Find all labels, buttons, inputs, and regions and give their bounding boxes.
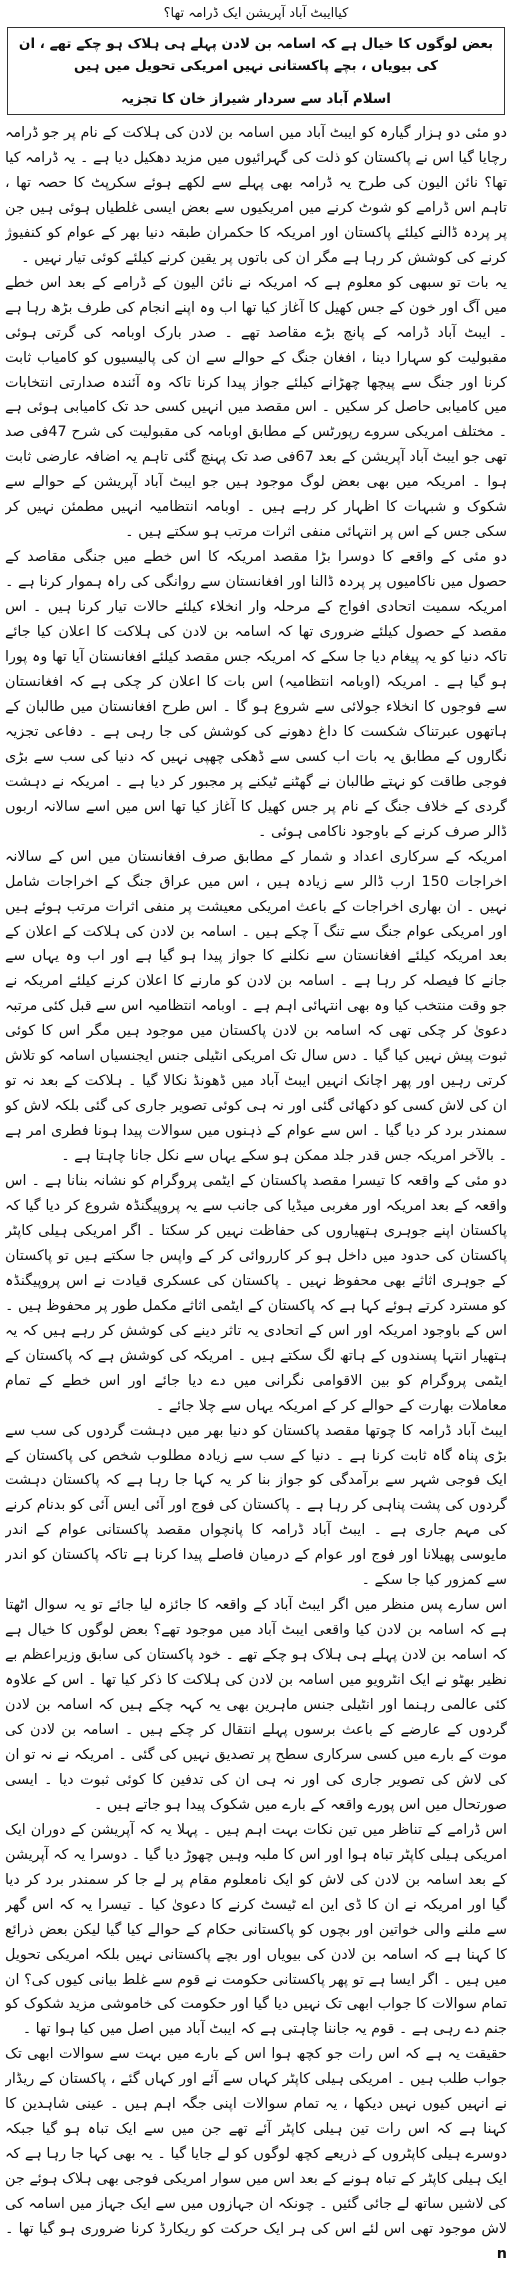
highlight-box [7,27,505,115]
article-paragraph: امریکہ کے سرکاری اعداد و شمار کے مطابق صرف افغانستان میں اس کے سالانہ اخراجات 150 ارب ڈالر سے زیادہ ہیں ، اس میں عراق جنگ کے اخراجات شامل نہیں ۔ ان بھاری اخراجات کے باعث امریکی معیشت پر منفی اثرات مرتب ہوئے ہیں اور امریکی عوام جنگ سے تنگ آ چکے ہیں ۔ اسامہ بن لادن کی ہلاکت کے اعلان کے بعد امریکہ کیلئے افغانستان سے نکلنے کا جواز پیدا ہو گیا ہے اور اب وہ یہاں سے جانے کا فیصلہ کر رہا ہے ۔ اسامہ بن لادن کو مارنے کا اعلان کرنے کیلئے امریکہ نے جو وقت منتخب کیا وہ بھی انتہائی اہم ہے ۔ اوبامہ انتظامیہ اس سے قبل کئی مرتبہ دعویٰ کر چکی تھی کہ اسامہ بن لادن پاکستان میں موجود ہیں مگر اس کا کوئی ثبوت پیش نہیں کیا گیا ۔ دس سال تک امریکی انٹیلی جنس ایجنسیاں اسامہ کو تلاش کرتی رہیں اور پھر اچانک انہیں ایبٹ آباد میں ڈھونڈ نکالا گیا ۔ ہلاکت کے بعد نہ تو ان کی لاش کسی کو دکھائی گئی اور نہ ہی کوئی تصویر جاری کی گئی بلکہ لاش کو سمندر برد کر دیا گیا ۔ اس سے عوام کے ذہنوں میں سوالات پیدا ہونا فطری امر ہے ۔ بالآخر امریکہ جس قدر جلد ممکن ہو سکے یہاں سے نکل جانا چاہتا ہے ۔ [5,848,507,1165]
article-paragraph: اس ڈرامے کے تناظر میں تین نکات بہت اہم ہیں ۔ پہلا یہ کہ آپریشن کے دوران ایک امریکی ہیلی کاپٹر تباہ ہوا اور اس کا ملبہ وہیں چھوڑ دیا گیا ۔ دوسرا یہ کہ آپریشن کے بعد اسامہ بن لادن کی لاش کو ایک نامعلوم مقام پر لے جا کر سمندر برد کر دیا گیا اور امریکہ نے ان کا ڈی این اے ٹیسٹ کرنے کا دعویٰ کیا ۔ تیسرا یہ کہ اس گھر سے ملنے والی خواتین اور بچوں کو پاکستانی حکام کے حوالے کیا گیا لیکن بعض ذرائع کا کہنا ہے کہ اسامہ بن لادن کی بیویاں اور بچے پاکستانی نہیں بلکہ امریکی تحویل میں ہیں ۔ اگر ایسا ہے تو پھر پاکستانی حکومت نے قوم سے غلط بیانی کیوں کی؟ ان تمام سوالات کا جواب ابھی تک نہیں دیا گیا اور حکومت کی خاموشی مزید شکوک کو جنم دے رہی ہے ۔ قوم یہ جاننا چاہتی ہے کہ ایبٹ آباد میں اصل میں کیا ہوا تھا ۔ [5,1821,507,2038]
article-body [5,121,507,2275]
article-paragraph: دو مئی کے واقعے کا دوسرا بڑا مقصد امریکہ کا اس خطے میں جنگی مقاصد کے حصول میں ناکامیوں پر پردہ ڈالنا اور افغانستان سے روانگی کی راہ ہموار کرنا ہے ۔ امریکہ سمیت اتحادی افواج کے مرحلہ وار انخلاء کیلئے حالات تیار کرنا ہیں ۔ اس مقصد کے حصول کیلئے ضروری تھا کہ اسامہ بن لادن کی ہلاکت کا اعلان کیا جائے تاکہ دنیا کو یہ پیغام دیا جا سکے کہ امریکہ جس مقصد کیلئے افغانستان آیا تھا وہ پورا ہو گیا ہے ۔ امریکہ (اوبامہ انتظامیہ) اس بات کا اعلان کر چکی ہے کہ افغانستان سے فوجوں کا انخلاء جولائی سے شروع ہو گا ۔ اس طرح افغانستان میں طالبان کے ہاتھوں عبرتناک شکست کا داغ دھونے کی کوشش کی جا رہی ہے ۔ دفاعی تجزیہ نگاروں کے مطابق یہ بات اب کسی سے ڈھکی چھپی نہیں کہ دنیا کی سب سے بڑی فوجی طاقت کو نہتے طالبان نے گھٹنے ٹیکنے پر مجبور کر دیا ہے ۔ امریکہ نے دہشت گردی کے خلاف جنگ کے نام پر جس کھیل کا آغاز کیا تھا اس میں اسے سالانہ اربوں ڈالر صرف کرنے کے باوجود ناکامی ہوئی ۔ [5,549,507,840]
article-paragraph: دو مئی کے واقعہ کا تیسرا مقصد پاکستان کے ایٹمی پروگرام کو نشانہ بنانا ہے ۔ اس واقعہ کے بعد امریکہ اور مغربی میڈیا کی جانب سے یہ پروپیگنڈہ شروع کر دیا گیا کہ پاکستان اپنے جوہری ہتھیاروں کی حفاظت نہیں کر سکتا ۔ اگر امریکی ہیلی کاپٹر پاکستان کی حدود میں داخل ہو کر کارروائی کر کے واپس جا سکتے ہیں تو پاکستان کے جوہری اثاثے بھی محفوظ نہیں ۔ پاکستان کی عسکری قیادت نے اس پروپیگنڈہ کو مسترد کرتے ہوئے کہا ہے کہ پاکستان کے ایٹمی اثاثے مکمل طور پر محفوظ ہیں ۔ اس کے باوجود امریکہ اور اس کے اتحادی یہ تاثر دینے کی کوشش کر رہے ہیں کہ یہ ہتھیار انتہا پسندوں کے ہاتھ لگ سکتے ہیں ۔ امریکہ کی کوشش ہے کہ پاکستان کے ایٹمی پروگرام کو بین الاقوامی نگرانی میں دے دیا جائے اور اس خطے کے تمام معاملات بھارت کے حوالے کر کے امریکہ یہاں سے چلا جائے ۔ [5,1173,507,1414]
article-paragraph: دو مئی دو ہزار گیارہ کو ایبٹ آباد میں اسامہ بن لادن کی ہلاکت کے نام پر جو ڈرامہ رچایا گیا اس نے پاکستان کو ذلت کی گہرائیوں میں مزید دھکیل دیا ہے ۔ یہ ڈرامہ کیا تھا؟ نائن الیون کی طرح یہ ڈرامہ بھی پہلے سے لکھے ہوئے سکرپٹ کا حصہ تھا ، تاہم اس ڈرامے کو شوٹ کرنے میں امریکیوں سے بعض ایسی غلطیاں ہوئی ہیں جن پر پردہ ڈالنے کیلئے پاکستان اور امریکہ کا حکمران طبقہ دنیا بھر کے عوام کو کنفیوژ کرنے کی کوشش کر رہا ہے مگر ان کی باتوں پر یقین کرنے کیلئے کوئی تیار نہیں ۔ [5,125,507,266]
article-paragraph-text: حقیقت یہ ہے کہ اس رات جو کچھ ہوا اس کے بارے میں بہت سے سوالات ابھی تک جواب طلب ہیں ۔ امریکی ہیلی کاپٹر کہاں سے آئے اور کہاں گئے ، پاکستان کے ریڈار نے انہیں کیوں نہیں دیکھا ، یہ تمام سوالات اپنی جگہ اہم ہیں ۔ عینی شاہدین کا کہنا ہے کہ اس رات تین ہیلی کاپٹر آئے تھے جن میں سے ایک تباہ ہو گیا جبکہ دوسرے ہیلی کاپٹروں کے ذریعے کچھ لوگوں کو لے جایا گیا ۔ یہ بھی کہا جا رہا ہے کہ ایک ہیلی کاپٹر کے تباہ ہونے کے بعد اس میں سوار امریکی فوجی بھی ہلاک ہوئے جن کی لاشیں ساتھ لے جائی گئیں ۔ چونکہ ان جہازوں میں سے ایک جہاز میں اسامہ کی لاش موجود تھی اس لئے اس کی ہر ایک حرکت کو ریکارڈ کرنا ضروری ہو گیا تھا ۔ [5,2046,507,2238]
article-title: کیاایبٹ آباد آپریشن ایک ڈرامہ تھا؟ [163,6,349,21]
article-paragraph: یہ بات تو سبھی کو معلوم ہے کہ امریکہ نے نائن الیون کے ڈرامے کے بعد اس خطے میں آگ اور خون کے جس کھیل کا آغاز کیا تھا اب وہ اپنے انجام کی طرف بڑھ رہا ہے ۔ ایبٹ آباد ڈرامہ کے پانچ بڑے مقاصد تھے ۔ صدر بارک اوبامہ کی گرتی ہوئی مقبولیت کو سہارا دینا ، افغان جنگ کے حوالے سے ان کی پالیسیوں کو کامیاب ثابت کرنا اور جنگ سے پیچھا چھڑانے کیلئے جواز پیدا کرنا تاکہ وہ آئندہ صدارتی انتخابات میں کامیابی حاصل کر سکیں ۔ اس مقصد میں انہیں کسی حد تک کامیابی ہوئی ہے ۔ مختلف امریکی سروے رپورٹس کے مطابق اوبامہ کی مقبولیت کی شرح 47فی صد تھی جو ایبٹ آباد آپریشن کے بعد 67فی صد تک پہنچ گئی تاہم یہ اضافہ عارضی ثابت ہوا ۔ امریکہ میں بھی بعض لوگ موجود ہیں جو ایبٹ آباد آپریشن کے حوالے سے شکوک و شبہات کا اظہار کر رہے ہیں ۔ اوبامہ انتظامیہ انہیں مطمئن نہیں کر سکی جس کے اس پر انتہائی منفی اثرات مرتب ہو سکتے ہیں ۔ [5,274,507,541]
article-paragraph-last [5,2042,507,2267]
byline: اسلام آباد سے سردار شیراز خان کا تجزیہ [121,91,391,107]
article-paragraph: اس سارے پس منظر میں اگر ایبٹ آباد کے واقعہ کا جائزہ لیا جائے تو یہ سوال اٹھتا ہے کہ اسامہ بن لادن کیا واقعی ایبٹ آباد میں موجود تھے؟ بعض لوگوں کا خیال ہے کہ اسامہ بن لادن پہلے ہی ہلاک ہو چکے تھے ۔ خود پاکستان کی سابق وزیراعظم بے نظیر بھٹو نے ایک انٹرویو میں اسامہ بن لادن کی ہلاکت کا ذکر کیا تھا ۔ اس کے علاوہ کئی عالمی رہنما اور انٹیلی جنس ماہرین بھی یہ کہہ چکے ہیں کہ اسامہ بن لادن گردوں کے عارضے کے باعث برسوں پہلے انتقال کر چکے ہیں ۔ اسامہ بن لادن کی موت کے بارے میں کسی سرکاری سطح پر تصدیق نہیں کی گئی ۔ امریکہ نے نہ تو ان کی لاش کی تصویر جاری کی اور نہ ہی ان کی تدفین کا کوئی ثبوت دیا ۔ ایسی صورتحال میں اس پورے واقعہ کے بارے میں شکوک پیدا ہو جاتے ہیں ۔ [5,1597,507,1813]
article-paragraph: ایبٹ آباد ڈرامہ کا چوتھا مقصد پاکستان کو دنیا بھر میں دہشت گردوں کی سب سے بڑی پناہ گاہ ثابت کرنا ہے ۔ دنیا کے سب سے زیادہ مطلوب شخص کی پاکستان کے ایک فوجی شہر سے برآمدگی کو جواز بنا کر یہ کہا جا رہا ہے کہ پاکستان دہشت گردوں کی پشت پناہی کر رہا ہے ۔ پاکستان کی فوج اور آئی ایس آئی کو بدنام کرنے کی مہم جاری ہے ۔ ایبٹ آباد ڈرامہ کا پانچواں مقصد پاکستانی عوام کے اندر مایوسی پھیلانا اور فوج اور عوام کے درمیان فاصلے پیدا کرنا ہے تاکہ پاکستان کو اندر سے کمزور کیا جا سکے ۔ [5,1422,507,1589]
highlight-headline: بعض لوگوں کا خیال ہے کہ اسامہ بن لادن پہلے ہی ہلاک ہو چکے تھے ، ان کی بیویاں ، بچے پاکستانی نہیں امریکی تحویل میں ہیں [18,36,494,74]
end-mark: n [496,2246,507,2263]
